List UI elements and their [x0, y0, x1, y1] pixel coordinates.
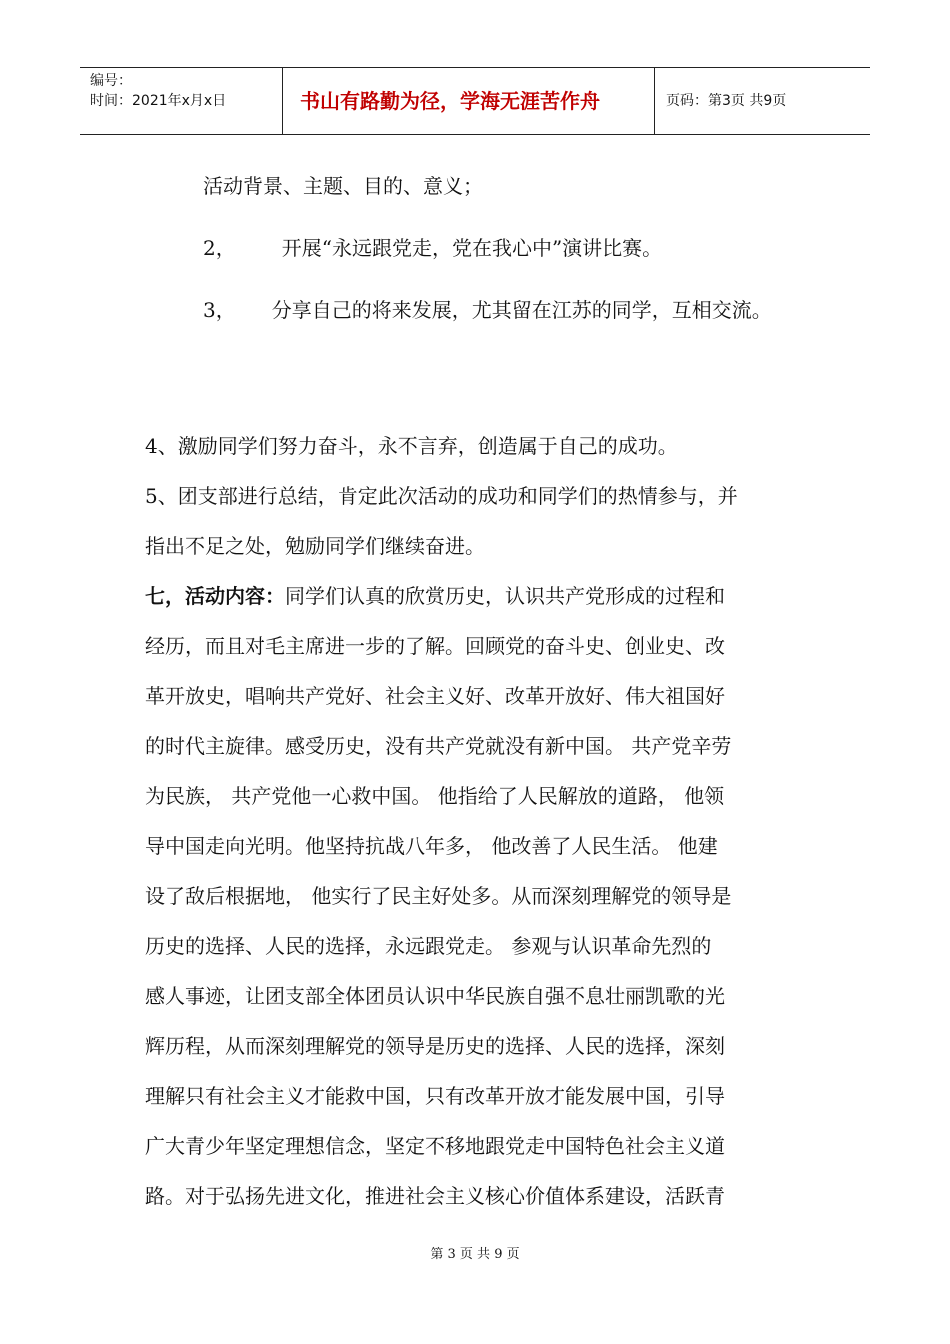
- section-7-line: 革开放史，唱响共产党好、社会主义好、改革开放好、伟大祖国好: [145, 684, 725, 708]
- section-7-line: 广大青少年坚定理想信念，坚定不移地跟党走中国特色社会主义道: [145, 1134, 725, 1158]
- section-7-line: 设了敌后根据地， 他实行了民主好处多。从而深刻理解党的领导是: [145, 884, 732, 908]
- section-7-line-1-text: 同学们认真的欣赏历史，认识共产党形成的过程和: [285, 584, 725, 608]
- body-line-background: 活动背景、主题、目的、意义；: [203, 174, 483, 198]
- list-item-4: 4、激励同学们努力奋斗，永不言弃，创造属于自己的成功。: [145, 434, 678, 458]
- list-item-2-text: 开展“永远跟党走，党在我心中”演讲比赛。: [281, 236, 663, 260]
- list-item-5-line-2: 指出不足之处，勉励同学们继续奋进。: [145, 534, 485, 558]
- section-7-line: 历史的选择、人民的选择，永远跟党走。 参观与认识革命先烈的: [145, 934, 712, 958]
- section-7-line: 辉历程，从而深刻理解党的领导是历史的选择、人民的选择，深刻: [145, 1034, 725, 1058]
- section-7-line: 为民族， 共产党他一心救中国。 他指给了人民解放的道路， 他领: [145, 784, 725, 808]
- section-7-heading: 七，活动内容：: [145, 584, 285, 608]
- section-7-line: 的时代主旋律。感受历史，没有共产党就没有新中国。 共产党辛劳: [145, 734, 732, 758]
- section-7-line: 导中国走向光明。他坚持抗战八年多， 他改善了人民生活。 他建: [145, 834, 718, 858]
- document-header: [80, 67, 870, 135]
- section-7-line: 感人事迹，让团支部全体团员认识中华民族自强不息壮丽凯歌的光: [145, 984, 725, 1008]
- header-page-code: 页码：第3页 共9页: [666, 93, 787, 109]
- list-item-3-number: 3，: [203, 298, 236, 322]
- list-item-2-number: 2，: [203, 236, 236, 260]
- list-item-3-text: 分享自己的将来发展，尤其留在江苏的同学，互相交流。: [271, 298, 772, 322]
- list-item-5-line-1: 5、团支部进行总结，肯定此次活动的成功和同学们的热情参与，并: [145, 484, 738, 508]
- document-time-label: 时间：2021年x月x日: [90, 93, 227, 109]
- page-footer: 第 3 页 共 9 页: [430, 1247, 520, 1262]
- header-divider-right: [654, 68, 655, 135]
- list-item-2: [203, 234, 662, 262]
- section-7-line: 路。对于弘扬先进文化，推进社会主义核心价值体系建设，活跃青: [145, 1184, 725, 1208]
- header-divider-left: [282, 68, 283, 135]
- header-motto: 书山有路勤为径，学海无涯苦作舟: [300, 89, 600, 113]
- section-7-first-line: [145, 582, 725, 610]
- document-number-label: 编号：: [90, 73, 132, 89]
- list-item-3: [203, 296, 772, 324]
- section-7-line: 经历，而且对毛主席进一步的了解。回顾党的奋斗史、创业史、改: [145, 634, 725, 658]
- section-7-line: 理解只有社会主义才能救中国，只有改革开放才能发展中国，引导: [145, 1084, 725, 1108]
